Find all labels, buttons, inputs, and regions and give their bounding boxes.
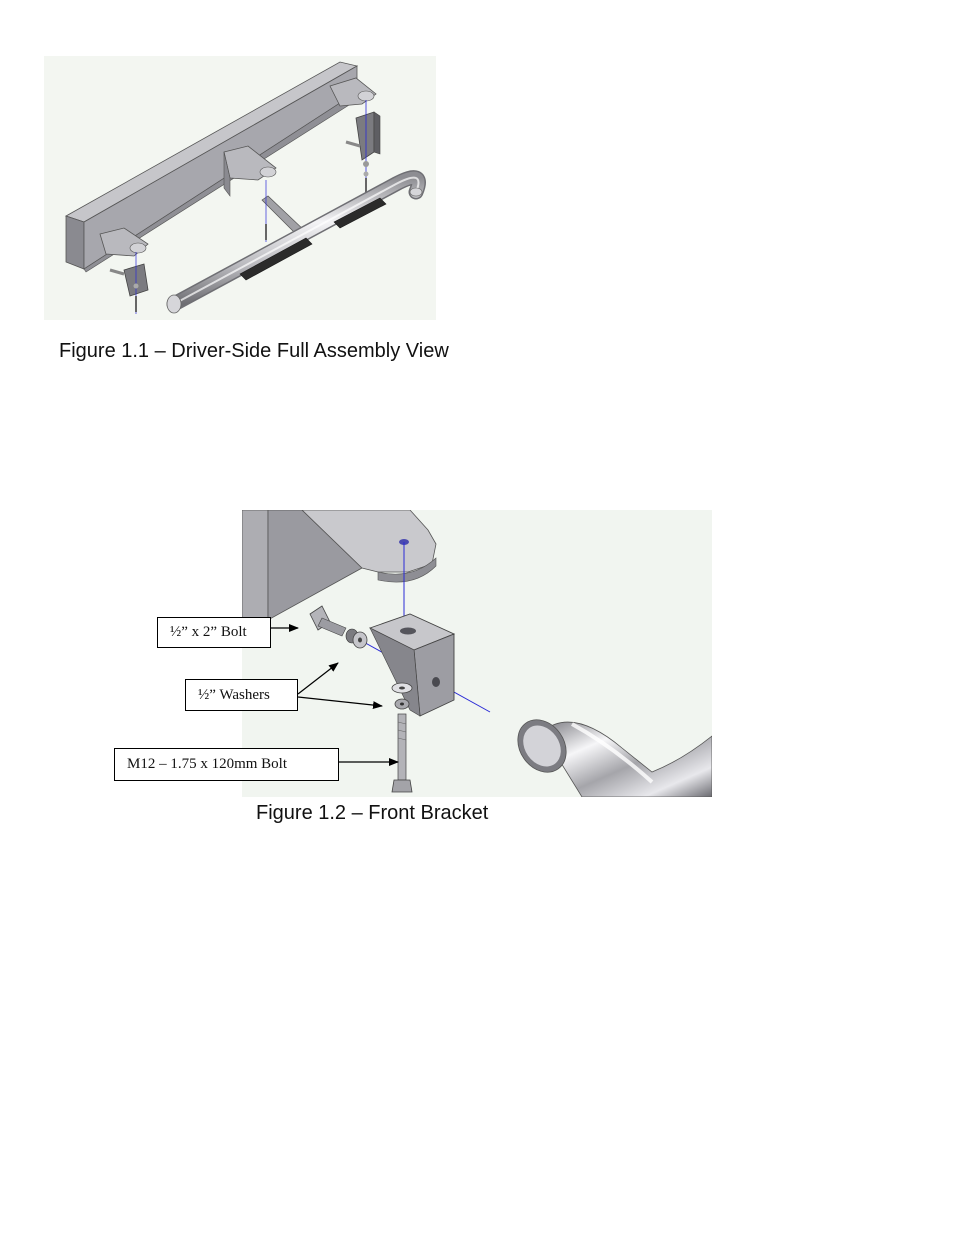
callout-label: ½” x 2” Bolt [170,624,247,640]
figure-1-caption: Figure 1.1 – Driver-Side Full Assembly View [59,340,449,362]
washers-callout [185,679,298,711]
assembly-view-drawing [44,56,436,320]
half-inch-bolt-callout [157,617,271,648]
m12-bolt-callout [114,748,339,781]
callout-label: M12 – 1.75 x 120mm Bolt [127,756,288,772]
figure-2-caption: Figure 1.2 – Front Bracket [256,802,489,824]
callout-label: ½” Washers [198,686,270,703]
